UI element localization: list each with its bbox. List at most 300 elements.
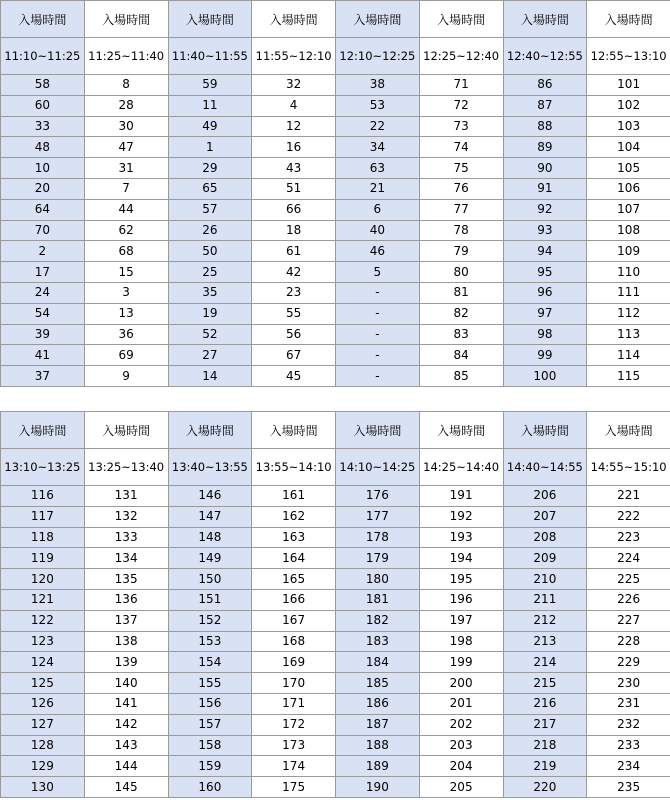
ticket-number-cell: 118 [1, 527, 85, 548]
ticket-number-cell: 39 [1, 324, 85, 345]
ticket-number-cell: 22 [336, 116, 420, 137]
ticket-number-cell: 164 [252, 548, 336, 569]
ticket-number-cell: 195 [419, 569, 503, 590]
table-row [1, 756, 670, 777]
ticket-number-cell: 138 [84, 631, 168, 652]
ticket-number-cell: 21 [336, 178, 420, 199]
ticket-number-cell: 123 [1, 631, 85, 652]
ticket-number-cell: 25 [168, 262, 252, 283]
time-slot-header: 11:40~11:55 [168, 38, 252, 75]
ticket-number-cell: 68 [84, 241, 168, 262]
ticket-number-cell: 153 [168, 631, 252, 652]
ticket-number-cell: 205 [419, 777, 503, 798]
ticket-number-cell: 104 [587, 137, 670, 158]
table-row [1, 303, 670, 324]
ticket-number-cell: 170 [252, 673, 336, 694]
ticket-number-cell: 101 [587, 75, 670, 96]
ticket-number-cell: 183 [336, 631, 420, 652]
header-label-row [1, 412, 670, 449]
ticket-number-cell: 211 [503, 589, 587, 610]
ticket-number-cell: 137 [84, 610, 168, 631]
entry-time-header: 入場時間 [503, 412, 587, 449]
ticket-number-cell: 129 [1, 756, 85, 777]
ticket-number-cell: 106 [587, 178, 670, 199]
table-row [1, 241, 670, 262]
ticket-number-cell: 208 [503, 527, 587, 548]
ticket-number-cell: 31 [84, 158, 168, 179]
ticket-number-cell: 229 [587, 652, 670, 673]
ticket-number-cell: 8 [84, 75, 168, 96]
ticket-number-cell: 17 [1, 262, 85, 283]
ticket-number-cell: 98 [503, 324, 587, 345]
ticket-number-cell: 93 [503, 220, 587, 241]
ticket-number-cell: 15 [84, 262, 168, 283]
ticket-number-cell: 214 [503, 652, 587, 673]
time-slot-header: 11:55~12:10 [252, 38, 336, 75]
ticket-number-cell: 234 [587, 756, 670, 777]
ticket-number-cell: 55 [252, 303, 336, 324]
ticket-number-cell: 45 [252, 366, 336, 387]
table-row [1, 631, 670, 652]
ticket-number-cell: 223 [587, 527, 670, 548]
ticket-number-cell: 187 [336, 714, 420, 735]
ticket-number-cell: 221 [587, 486, 670, 507]
ticket-number-cell: 80 [419, 262, 503, 283]
ticket-number-cell: 67 [252, 345, 336, 366]
ticket-number-cell: 160 [168, 777, 252, 798]
ticket-number-cell: 186 [336, 693, 420, 714]
ticket-number-cell: 1 [168, 137, 252, 158]
entry-time-header: 入場時間 [336, 412, 420, 449]
ticket-number-cell: 171 [252, 693, 336, 714]
table-row [1, 506, 670, 527]
ticket-number-cell: 184 [336, 652, 420, 673]
ticket-number-cell: 219 [503, 756, 587, 777]
ticket-number-cell: 85 [419, 366, 503, 387]
ticket-number-cell: 44 [84, 199, 168, 220]
ticket-number-cell: 175 [252, 777, 336, 798]
ticket-number-cell: 86 [503, 75, 587, 96]
ticket-number-cell: 146 [168, 486, 252, 507]
time-slot-header: 14:55~15:10 [587, 449, 670, 486]
entry-time-header: 入場時間 [587, 412, 670, 449]
ticket-number-cell: 227 [587, 610, 670, 631]
ticket-number-cell: 91 [503, 178, 587, 199]
ticket-number-cell: 58 [1, 75, 85, 96]
ticket-number-cell: 47 [84, 137, 168, 158]
ticket-number-cell: 131 [84, 486, 168, 507]
entry-time-header: 入場時間 [419, 412, 503, 449]
ticket-number-cell: 196 [419, 589, 503, 610]
ticket-number-cell: 151 [168, 589, 252, 610]
ticket-number-cell: 61 [252, 241, 336, 262]
ticket-number-cell: 102 [587, 95, 670, 116]
ticket-number-cell: 71 [419, 75, 503, 96]
table-row [1, 366, 670, 387]
ticket-number-cell: 43 [252, 158, 336, 179]
ticket-number-cell: 19 [168, 303, 252, 324]
ticket-number-cell: 5 [336, 262, 420, 283]
ticket-number-cell: 161 [252, 486, 336, 507]
ticket-number-cell: 117 [1, 506, 85, 527]
entry-time-header: 入場時間 [168, 412, 252, 449]
entry-time-header: 入場時間 [252, 412, 336, 449]
ticket-number-cell: 113 [587, 324, 670, 345]
ticket-number-cell: 127 [1, 714, 85, 735]
table-row [1, 220, 670, 241]
time-slot-header: 12:40~12:55 [503, 38, 587, 75]
ticket-number-cell: 23 [252, 282, 336, 303]
ticket-number-cell: 64 [1, 199, 85, 220]
ticket-number-cell: 69 [84, 345, 168, 366]
ticket-number-cell: 216 [503, 693, 587, 714]
ticket-number-cell: 75 [419, 158, 503, 179]
ticket-number-cell: 54 [1, 303, 85, 324]
ticket-number-cell: 34 [336, 137, 420, 158]
ticket-number-cell: 182 [336, 610, 420, 631]
ticket-number-cell: 78 [419, 220, 503, 241]
ticket-number-cell: 220 [503, 777, 587, 798]
ticket-number-cell: 201 [419, 693, 503, 714]
ticket-number-cell: 178 [336, 527, 420, 548]
ticket-number-cell: 20 [1, 178, 85, 199]
ticket-number-cell: - [336, 345, 420, 366]
ticket-number-cell: 139 [84, 652, 168, 673]
ticket-number-cell: 158 [168, 735, 252, 756]
ticket-number-cell: 215 [503, 673, 587, 694]
ticket-number-cell: 83 [419, 324, 503, 345]
table-row [1, 324, 670, 345]
entry-time-table-afternoon [0, 411, 670, 798]
ticket-number-cell: 48 [1, 137, 85, 158]
ticket-number-cell: 165 [252, 569, 336, 590]
ticket-number-cell: 57 [168, 199, 252, 220]
ticket-number-cell: 173 [252, 735, 336, 756]
table-row [1, 673, 670, 694]
table-row [1, 610, 670, 631]
ticket-number-cell: 233 [587, 735, 670, 756]
ticket-number-cell: 12 [252, 116, 336, 137]
time-slot-header: 13:10~13:25 [1, 449, 85, 486]
ticket-number-cell: 185 [336, 673, 420, 694]
time-slot-header: 12:10~12:25 [336, 38, 420, 75]
ticket-number-cell: 190 [336, 777, 420, 798]
entry-time-header: 入場時間 [84, 412, 168, 449]
table-row [1, 137, 670, 158]
table-row [1, 735, 670, 756]
ticket-number-cell: 109 [587, 241, 670, 262]
ticket-number-cell: 159 [168, 756, 252, 777]
table-row [1, 345, 670, 366]
time-slot-header: 14:40~14:55 [503, 449, 587, 486]
ticket-number-cell: 76 [419, 178, 503, 199]
ticket-number-cell: 100 [503, 366, 587, 387]
ticket-number-cell: 207 [503, 506, 587, 527]
ticket-number-cell: 222 [587, 506, 670, 527]
table-row [1, 262, 670, 283]
ticket-number-cell: 4 [252, 95, 336, 116]
ticket-number-cell: 145 [84, 777, 168, 798]
ticket-number-cell: 140 [84, 673, 168, 694]
entry-time-header: 入場時間 [84, 1, 168, 38]
ticket-number-cell: 37 [1, 366, 85, 387]
ticket-number-cell: 82 [419, 303, 503, 324]
ticket-number-cell: 217 [503, 714, 587, 735]
ticket-number-cell: 50 [168, 241, 252, 262]
ticket-number-cell: 226 [587, 589, 670, 610]
table-row [1, 178, 670, 199]
table-row [1, 527, 670, 548]
ticket-number-cell: 192 [419, 506, 503, 527]
ticket-number-cell: 199 [419, 652, 503, 673]
ticket-number-cell: 134 [84, 548, 168, 569]
ticket-number-cell: 65 [168, 178, 252, 199]
ticket-number-cell: 105 [587, 158, 670, 179]
ticket-number-cell: 107 [587, 199, 670, 220]
ticket-number-cell: 162 [252, 506, 336, 527]
ticket-number-cell: 119 [1, 548, 85, 569]
ticket-number-cell: 181 [336, 589, 420, 610]
ticket-number-cell: 225 [587, 569, 670, 590]
ticket-number-cell: 56 [252, 324, 336, 345]
ticket-number-cell: 72 [419, 95, 503, 116]
ticket-number-cell: 114 [587, 345, 670, 366]
ticket-number-cell: 28 [84, 95, 168, 116]
ticket-number-cell: 135 [84, 569, 168, 590]
ticket-number-cell: 74 [419, 137, 503, 158]
entry-time-header: 入場時間 [336, 1, 420, 38]
time-slot-header: 14:10~14:25 [336, 449, 420, 486]
ticket-number-cell: 27 [168, 345, 252, 366]
ticket-number-cell: 103 [587, 116, 670, 137]
ticket-number-cell: 40 [336, 220, 420, 241]
ticket-number-cell: - [336, 282, 420, 303]
ticket-number-cell: 204 [419, 756, 503, 777]
ticket-number-cell: 122 [1, 610, 85, 631]
ticket-number-cell: 224 [587, 548, 670, 569]
ticket-number-cell: 79 [419, 241, 503, 262]
ticket-number-cell: 188 [336, 735, 420, 756]
ticket-number-cell: - [336, 366, 420, 387]
ticket-number-cell: 143 [84, 735, 168, 756]
time-slot-header: 11:10~11:25 [1, 38, 85, 75]
ticket-number-cell: 95 [503, 262, 587, 283]
ticket-number-cell: 36 [84, 324, 168, 345]
ticket-number-cell: 59 [168, 75, 252, 96]
ticket-number-cell: 2 [1, 241, 85, 262]
ticket-number-cell: 189 [336, 756, 420, 777]
ticket-number-cell: 152 [168, 610, 252, 631]
ticket-number-cell: 97 [503, 303, 587, 324]
ticket-number-cell: 62 [84, 220, 168, 241]
ticket-number-cell: 157 [168, 714, 252, 735]
ticket-number-cell: 41 [1, 345, 85, 366]
ticket-number-cell: 88 [503, 116, 587, 137]
ticket-number-cell: 46 [336, 241, 420, 262]
ticket-number-cell: 133 [84, 527, 168, 548]
ticket-number-cell: 150 [168, 569, 252, 590]
ticket-number-cell: 66 [252, 199, 336, 220]
ticket-number-cell: 136 [84, 589, 168, 610]
ticket-number-cell: 148 [168, 527, 252, 548]
table-row [1, 652, 670, 673]
table-row [1, 589, 670, 610]
ticket-number-cell: 130 [1, 777, 85, 798]
ticket-number-cell: 231 [587, 693, 670, 714]
ticket-number-cell: 154 [168, 652, 252, 673]
time-slot-row [1, 449, 670, 486]
time-slot-header: 13:25~13:40 [84, 449, 168, 486]
ticket-number-cell: 166 [252, 589, 336, 610]
ticket-number-cell: 179 [336, 548, 420, 569]
ticket-number-cell: 206 [503, 486, 587, 507]
ticket-number-cell: - [336, 324, 420, 345]
time-slot-header: 12:55~13:10 [587, 38, 670, 75]
ticket-number-cell: 126 [1, 693, 85, 714]
table-row [1, 486, 670, 507]
ticket-number-cell: 147 [168, 506, 252, 527]
table-row [1, 95, 670, 116]
ticket-number-cell: 191 [419, 486, 503, 507]
ticket-number-cell: 115 [587, 366, 670, 387]
ticket-number-cell: 84 [419, 345, 503, 366]
ticket-number-cell: 26 [168, 220, 252, 241]
ticket-number-cell: 6 [336, 199, 420, 220]
ticket-number-cell: 53 [336, 95, 420, 116]
ticket-number-cell: 169 [252, 652, 336, 673]
ticket-number-cell: 209 [503, 548, 587, 569]
table-row [1, 199, 670, 220]
ticket-number-cell: 96 [503, 282, 587, 303]
table-row [1, 116, 670, 137]
ticket-number-cell: 9 [84, 366, 168, 387]
entry-time-header: 入場時間 [503, 1, 587, 38]
ticket-number-cell: 176 [336, 486, 420, 507]
ticket-number-cell: 198 [419, 631, 503, 652]
ticket-number-cell: 13 [84, 303, 168, 324]
ticket-number-cell: 235 [587, 777, 670, 798]
ticket-number-cell: 174 [252, 756, 336, 777]
ticket-number-cell: 177 [336, 506, 420, 527]
entry-time-header: 入場時間 [1, 1, 85, 38]
ticket-number-cell: 156 [168, 693, 252, 714]
ticket-number-cell: 202 [419, 714, 503, 735]
table-row [1, 569, 670, 590]
time-slot-header: 12:25~12:40 [419, 38, 503, 75]
ticket-number-cell: 3 [84, 282, 168, 303]
ticket-number-cell: - [336, 303, 420, 324]
ticket-number-cell: 90 [503, 158, 587, 179]
ticket-number-cell: 120 [1, 569, 85, 590]
ticket-number-cell: 212 [503, 610, 587, 631]
ticket-number-cell: 94 [503, 241, 587, 262]
ticket-number-cell: 16 [252, 137, 336, 158]
time-slot-row [1, 38, 670, 75]
entry-time-header: 入場時間 [419, 1, 503, 38]
entry-time-header: 入場時間 [168, 1, 252, 38]
table-row [1, 693, 670, 714]
ticket-number-cell: 73 [419, 116, 503, 137]
ticket-number-cell: 10 [1, 158, 85, 179]
ticket-number-cell: 35 [168, 282, 252, 303]
ticket-number-cell: 99 [503, 345, 587, 366]
ticket-number-cell: 230 [587, 673, 670, 694]
ticket-number-cell: 168 [252, 631, 336, 652]
ticket-number-cell: 228 [587, 631, 670, 652]
ticket-number-cell: 89 [503, 137, 587, 158]
ticket-number-cell: 11 [168, 95, 252, 116]
ticket-number-cell: 125 [1, 673, 85, 694]
ticket-number-cell: 155 [168, 673, 252, 694]
ticket-number-cell: 142 [84, 714, 168, 735]
ticket-number-cell: 197 [419, 610, 503, 631]
ticket-number-cell: 51 [252, 178, 336, 199]
ticket-number-cell: 49 [168, 116, 252, 137]
ticket-number-cell: 38 [336, 75, 420, 96]
table-row [1, 548, 670, 569]
entry-time-header: 入場時間 [1, 412, 85, 449]
ticket-number-cell: 7 [84, 178, 168, 199]
ticket-number-cell: 124 [1, 652, 85, 673]
ticket-number-cell: 128 [1, 735, 85, 756]
entry-time-header: 入場時間 [587, 1, 670, 38]
ticket-number-cell: 42 [252, 262, 336, 283]
time-slot-header: 11:25~11:40 [84, 38, 168, 75]
ticket-number-cell: 149 [168, 548, 252, 569]
time-slot-header: 14:25~14:40 [419, 449, 503, 486]
ticket-number-cell: 87 [503, 95, 587, 116]
ticket-number-cell: 110 [587, 262, 670, 283]
ticket-number-cell: 203 [419, 735, 503, 756]
entry-time-header: 入場時間 [252, 1, 336, 38]
ticket-number-cell: 116 [1, 486, 85, 507]
time-slot-header: 13:40~13:55 [168, 449, 252, 486]
ticket-number-cell: 232 [587, 714, 670, 735]
ticket-number-cell: 30 [84, 116, 168, 137]
ticket-number-cell: 70 [1, 220, 85, 241]
ticket-number-cell: 167 [252, 610, 336, 631]
table-row [1, 158, 670, 179]
ticket-number-cell: 33 [1, 116, 85, 137]
entry-time-table-morning [0, 0, 670, 387]
ticket-number-cell: 92 [503, 199, 587, 220]
ticket-number-cell: 210 [503, 569, 587, 590]
table-row [1, 282, 670, 303]
ticket-number-cell: 24 [1, 282, 85, 303]
time-slot-header: 13:55~14:10 [252, 449, 336, 486]
table-row [1, 75, 670, 96]
header-label-row [1, 1, 670, 38]
ticket-number-cell: 63 [336, 158, 420, 179]
table-row [1, 777, 670, 798]
ticket-number-cell: 52 [168, 324, 252, 345]
table-row [1, 714, 670, 735]
ticket-number-cell: 111 [587, 282, 670, 303]
ticket-number-cell: 112 [587, 303, 670, 324]
ticket-number-cell: 14 [168, 366, 252, 387]
ticket-number-cell: 144 [84, 756, 168, 777]
ticket-number-cell: 193 [419, 527, 503, 548]
ticket-number-cell: 60 [1, 95, 85, 116]
ticket-number-cell: 18 [252, 220, 336, 241]
ticket-number-cell: 172 [252, 714, 336, 735]
ticket-number-cell: 32 [252, 75, 336, 96]
ticket-number-cell: 200 [419, 673, 503, 694]
ticket-number-cell: 108 [587, 220, 670, 241]
ticket-number-cell: 218 [503, 735, 587, 756]
ticket-number-cell: 29 [168, 158, 252, 179]
ticket-number-cell: 163 [252, 527, 336, 548]
